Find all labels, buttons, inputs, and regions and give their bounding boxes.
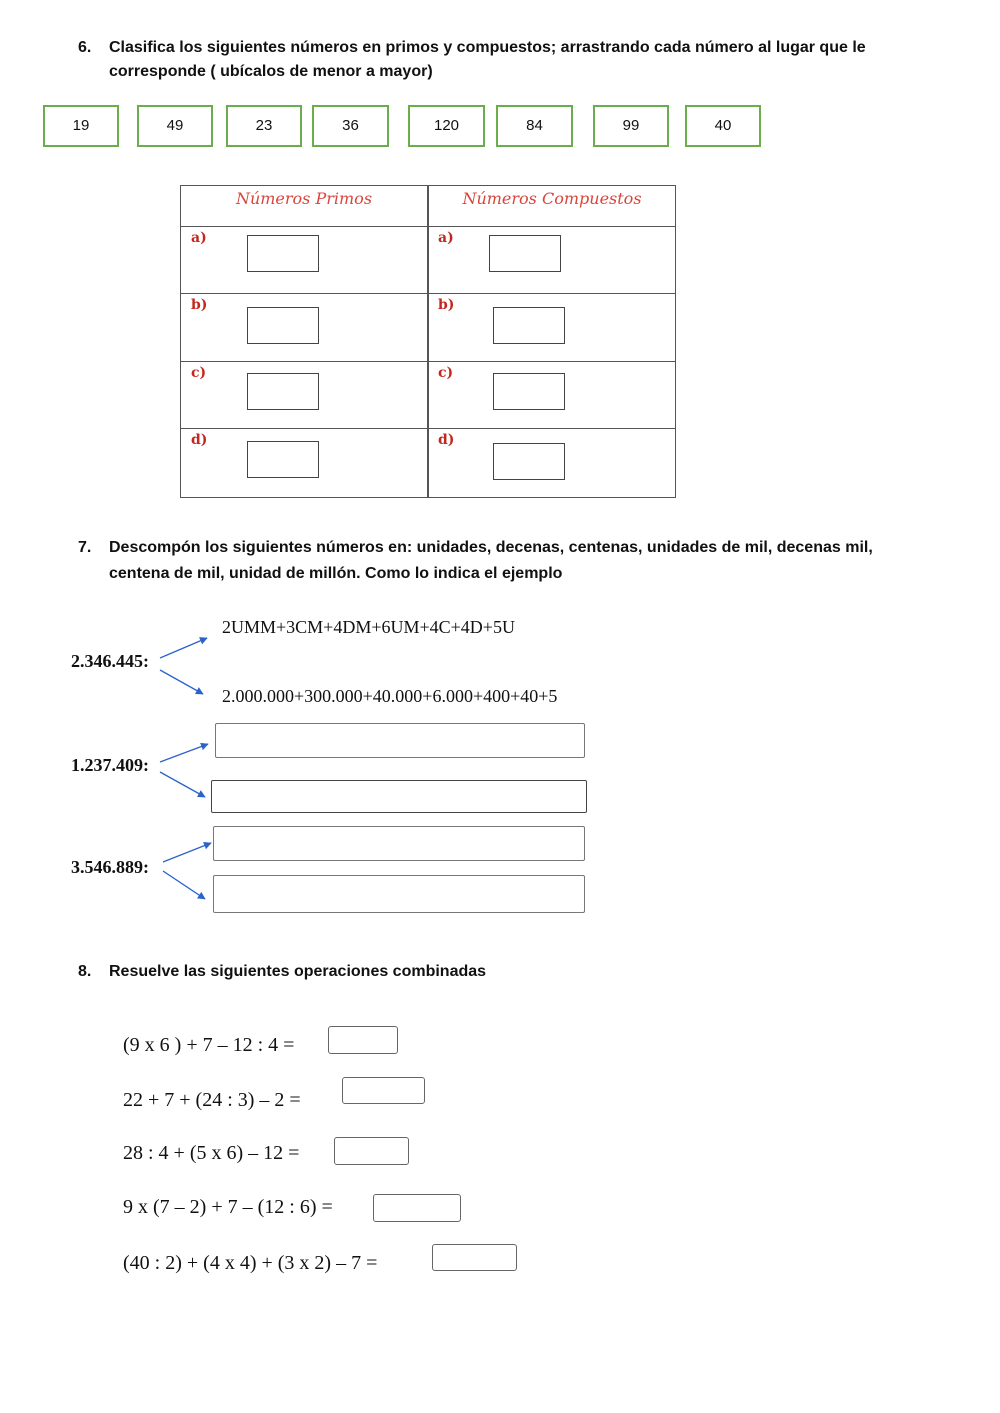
number-chip[interactable]: 49 [137, 105, 213, 147]
example-expanded: 2.000.000+300.000+40.000+6.000+400+40+5 [222, 686, 558, 706]
exercise-2-number: 3.546.889: [71, 857, 149, 877]
exercise-1-number: 1.237.409: [71, 755, 149, 775]
number-chip[interactable]: 99 [593, 105, 669, 147]
exercise-2-units-input[interactable] [213, 826, 585, 861]
exercise-2-expanded-input[interactable] [213, 875, 585, 913]
question-title: Resuelve las siguientes operaciones combinadas [109, 963, 487, 980]
arrow-line [160, 670, 203, 694]
operation-4: 9 x (7 – 2) + 7 – (12 : 6) = [123, 1196, 333, 1218]
example-units: 2UMM+3CM+4DM+6UM+4C+4D+5U [222, 617, 515, 637]
operation-3-answer[interactable] [334, 1137, 409, 1165]
example-number: 2.346.445: [71, 651, 149, 671]
row-label-a: a) [191, 230, 207, 246]
arrow-line [163, 843, 211, 862]
number-chip[interactable]: 120 [408, 105, 485, 147]
question-number: 6. [78, 39, 92, 56]
number-chip[interactable]: 40 [685, 105, 761, 147]
question-number: 8. [78, 963, 92, 980]
operation-5: (40 : 2) + (4 x 4) + (3 x 2) – 7 = [123, 1252, 378, 1274]
question-number: 7. [78, 539, 92, 556]
number-chip[interactable]: 84 [496, 105, 573, 147]
header-composites: Números Compuestos [462, 189, 642, 208]
row-label-d: d) [438, 432, 455, 448]
arrow-line [160, 638, 207, 658]
row-label-a: a) [438, 230, 454, 246]
question-text-line1: Clasifica los siguientes números en primos y compuestos; arrastrando cada número al lugar que le [109, 39, 866, 56]
exercise-1-expanded-input[interactable] [211, 780, 587, 813]
exercise-1-units-input[interactable] [215, 723, 585, 758]
number-chip[interactable]: 36 [312, 105, 389, 147]
row-label-d: d) [191, 432, 208, 448]
question-text-line2: centena de mil, unidad de millón. Como lo indica el ejemplo [109, 565, 563, 582]
operation-3: 28 : 4 + (5 x 6) – 12 = [123, 1142, 300, 1164]
number-chip[interactable]: 23 [226, 105, 302, 147]
arrow-line [160, 772, 205, 797]
arrow-line [163, 871, 205, 899]
question-text-line2: corresponde ( ubícalos de menor a mayor) [109, 63, 433, 80]
number-chip[interactable]: 19 [43, 105, 119, 147]
operation-2: 22 + 7 + (24 : 3) – 2 = [123, 1089, 301, 1111]
arrow-line [160, 744, 208, 762]
question-8-heading [78, 960, 778, 986]
header-primes: Números Primos [235, 189, 373, 208]
operation-4-answer[interactable] [373, 1194, 461, 1222]
question-text-line1: Descompón los siguientes números en: unidades, decenas, centenas, unidades de mil, decenas mil, [109, 539, 873, 556]
row-label-c: c) [438, 365, 454, 381]
row-label-c: c) [191, 365, 207, 381]
operation-2-answer[interactable] [342, 1077, 425, 1104]
row-label-b: b) [438, 297, 455, 313]
operation-1: (9 x 6 ) + 7 – 12 : 4 = [123, 1034, 295, 1056]
operation-1-answer[interactable] [328, 1026, 398, 1054]
row-label-b: b) [191, 297, 208, 313]
operation-5-answer[interactable] [432, 1244, 517, 1271]
